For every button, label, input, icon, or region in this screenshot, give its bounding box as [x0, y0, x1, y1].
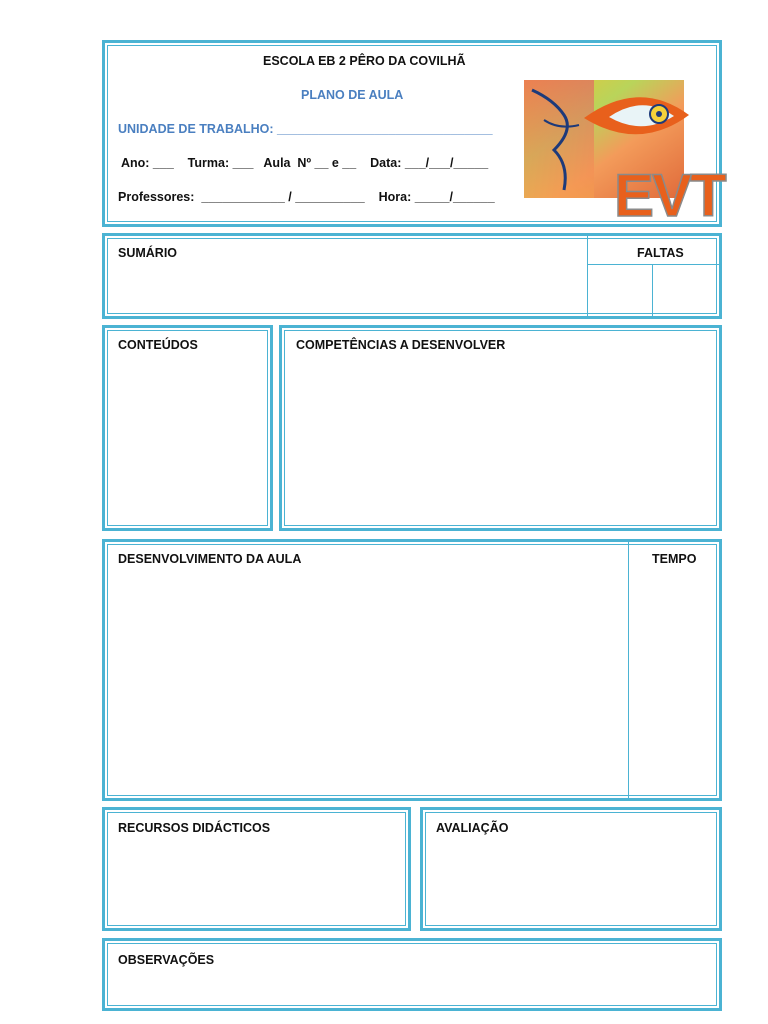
logo-text: EVT: [614, 162, 725, 229]
observations-box: [102, 938, 722, 1011]
resources-label: RECURSOS DIDÁCTICOS: [118, 821, 271, 835]
development-label: DESENVOLVIMENTO DA AULA: [118, 552, 302, 566]
unit-field[interactable]: UNIDADE DE TRABALHO: _______________________________: [118, 122, 493, 136]
plan-title: PLANO DE AULA: [301, 88, 404, 102]
summary-box: [102, 233, 722, 319]
teachers-line[interactable]: Professores: ____________ / __________ Hora: _____/______: [118, 190, 495, 204]
competences-box: [279, 325, 722, 531]
absences-label: FALTAS: [637, 246, 684, 260]
class-info-line[interactable]: Ano: ___ Turma: ___ Aula Nº __ e __ Data: ___/___/_____: [121, 156, 489, 170]
evaluation-box: [420, 807, 722, 931]
contents-label: CONTEÚDOS: [118, 338, 198, 352]
school-name: ESCOLA EB 2 PÊRO DA COVILHÃ: [263, 54, 466, 68]
contents-box: [102, 325, 273, 531]
competences-label: COMPETÊNCIAS A DESENVOLVER: [296, 338, 506, 352]
time-label: TEMPO: [652, 552, 697, 566]
evt-logo: [524, 80, 725, 229]
resources-box: [102, 807, 411, 931]
evaluation-label: AVALIAÇÃO: [436, 821, 509, 835]
summary-label: SUMÁRIO: [118, 246, 178, 260]
development-box: [102, 539, 722, 801]
observations-label: OBSERVAÇÕES: [118, 953, 215, 967]
